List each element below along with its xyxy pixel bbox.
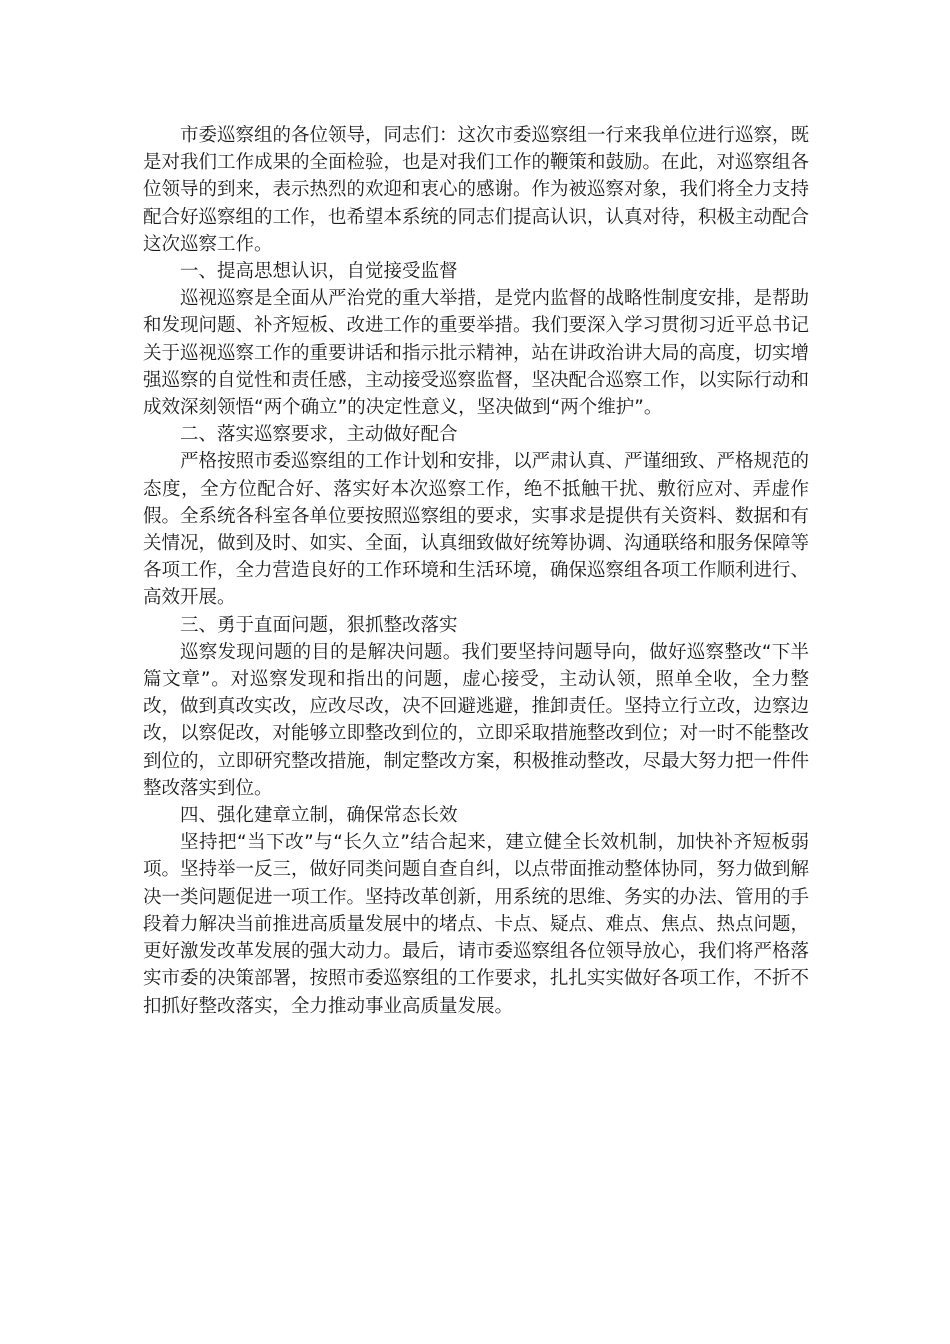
section-body-2: 严格按照市委巡察组的工作计划和安排，以严肃认真、严谨细致、严格规范的态度，全方位配合好、落实好本次巡察工作，绝不抵触干扰、敷衍应对、弄虚作假。全系统各科室各单位要按照巡察组的要求，实事求是提供有关资料、数据和有关情况，做到及时、如实、全面，认真细致做好统筹协调、沟通联络和服务保障等各项工作，全力营造良好的工作环境和生活环境，确保巡察组各项工作顺利进行、高效开展。 [143,451,810,609]
section-heading-4: 四、强化建章立制，确保常态长效 [180,805,458,827]
section-body-1: 巡视巡察是全面从严治党的重大举措，是党内监督的战略性制度安排，是帮助和发现问题、补齐短板、改进工作的重要举措。我们要深入学习贯彻习近平总书记关于巡视巡察工作的重要讲话和指示批示精神，站在讲政治讲大局的高度，切实增强巡察的自觉性和责任感，主动接受巡察监督，坚决配合巡察工作，以实际行动和成效深刻领悟“两个确立”的决定性意义，坚决做到“两个维护”。 [143,288,810,419]
section-heading-1: 一、提高思想认识，自觉接受监督 [180,261,458,283]
section-heading-2: 二、落实巡察要求，主动做好配合 [180,424,458,446]
section-heading-3: 三、勇于直面问题，狠抓整改落实 [180,614,458,636]
opening-paragraph: 市委巡察组的各位领导，同志们：这次市委巡察组一行来我单位进行巡察，既是对我们工作成果的全面检验，也是对我们工作的鞭策和鼓励。在此，对巡察组各位领导的到来，表示热烈的欢迎和衷心的感谢。作为被巡察对象，我们将全力支持配合好巡察组的工作，也希望本系统的同志们提高认识，认真对待，积极主动配合这次巡察工作。 [143,125,810,255]
section-body-4: 坚持把“当下改”与“长久立”结合起来，建立健全长效机制，加快补齐短板弱项。坚持举一反三，做好同类问题自查自纠，以点带面推动整体协同，努力做到解决一类问题促进一项工作。坚持改革创新，用系统的思维、务实的办法、管用的手段着力解决当前推进高质量发展中的堵点、卡点、疑点、难点、焦点、热点问题，更好激发改革发展的强大动力。最后，请市委巡察组各位领导放心，我们将严格落实市委的决策部署，按照市委巡察组的工作要求，扎扎实实做好各项工作，不折不扣抓好整改落实，全力推动事业高质量发展。 [143,832,810,1017]
section-body-3: 巡察发现问题的目的是解决问题。我们要坚持问题导向，做好巡察整改“下半篇文章”。对巡察发现和指出的问题，虚心接受，主动认领，照单全收，全力整改，做到真改实改，应改尽改，决不回避逃避，推卸责任。坚持立行立改，边察边改，以察促改，对能够立即整改到位的，立即采取措施整改到位；对一时不能整改到位的，立即研究整改措施，制定整改方案，积极推动整改，尽最大努力把一件件整改落实到位。 [143,641,810,799]
document-body [143,122,809,1020]
